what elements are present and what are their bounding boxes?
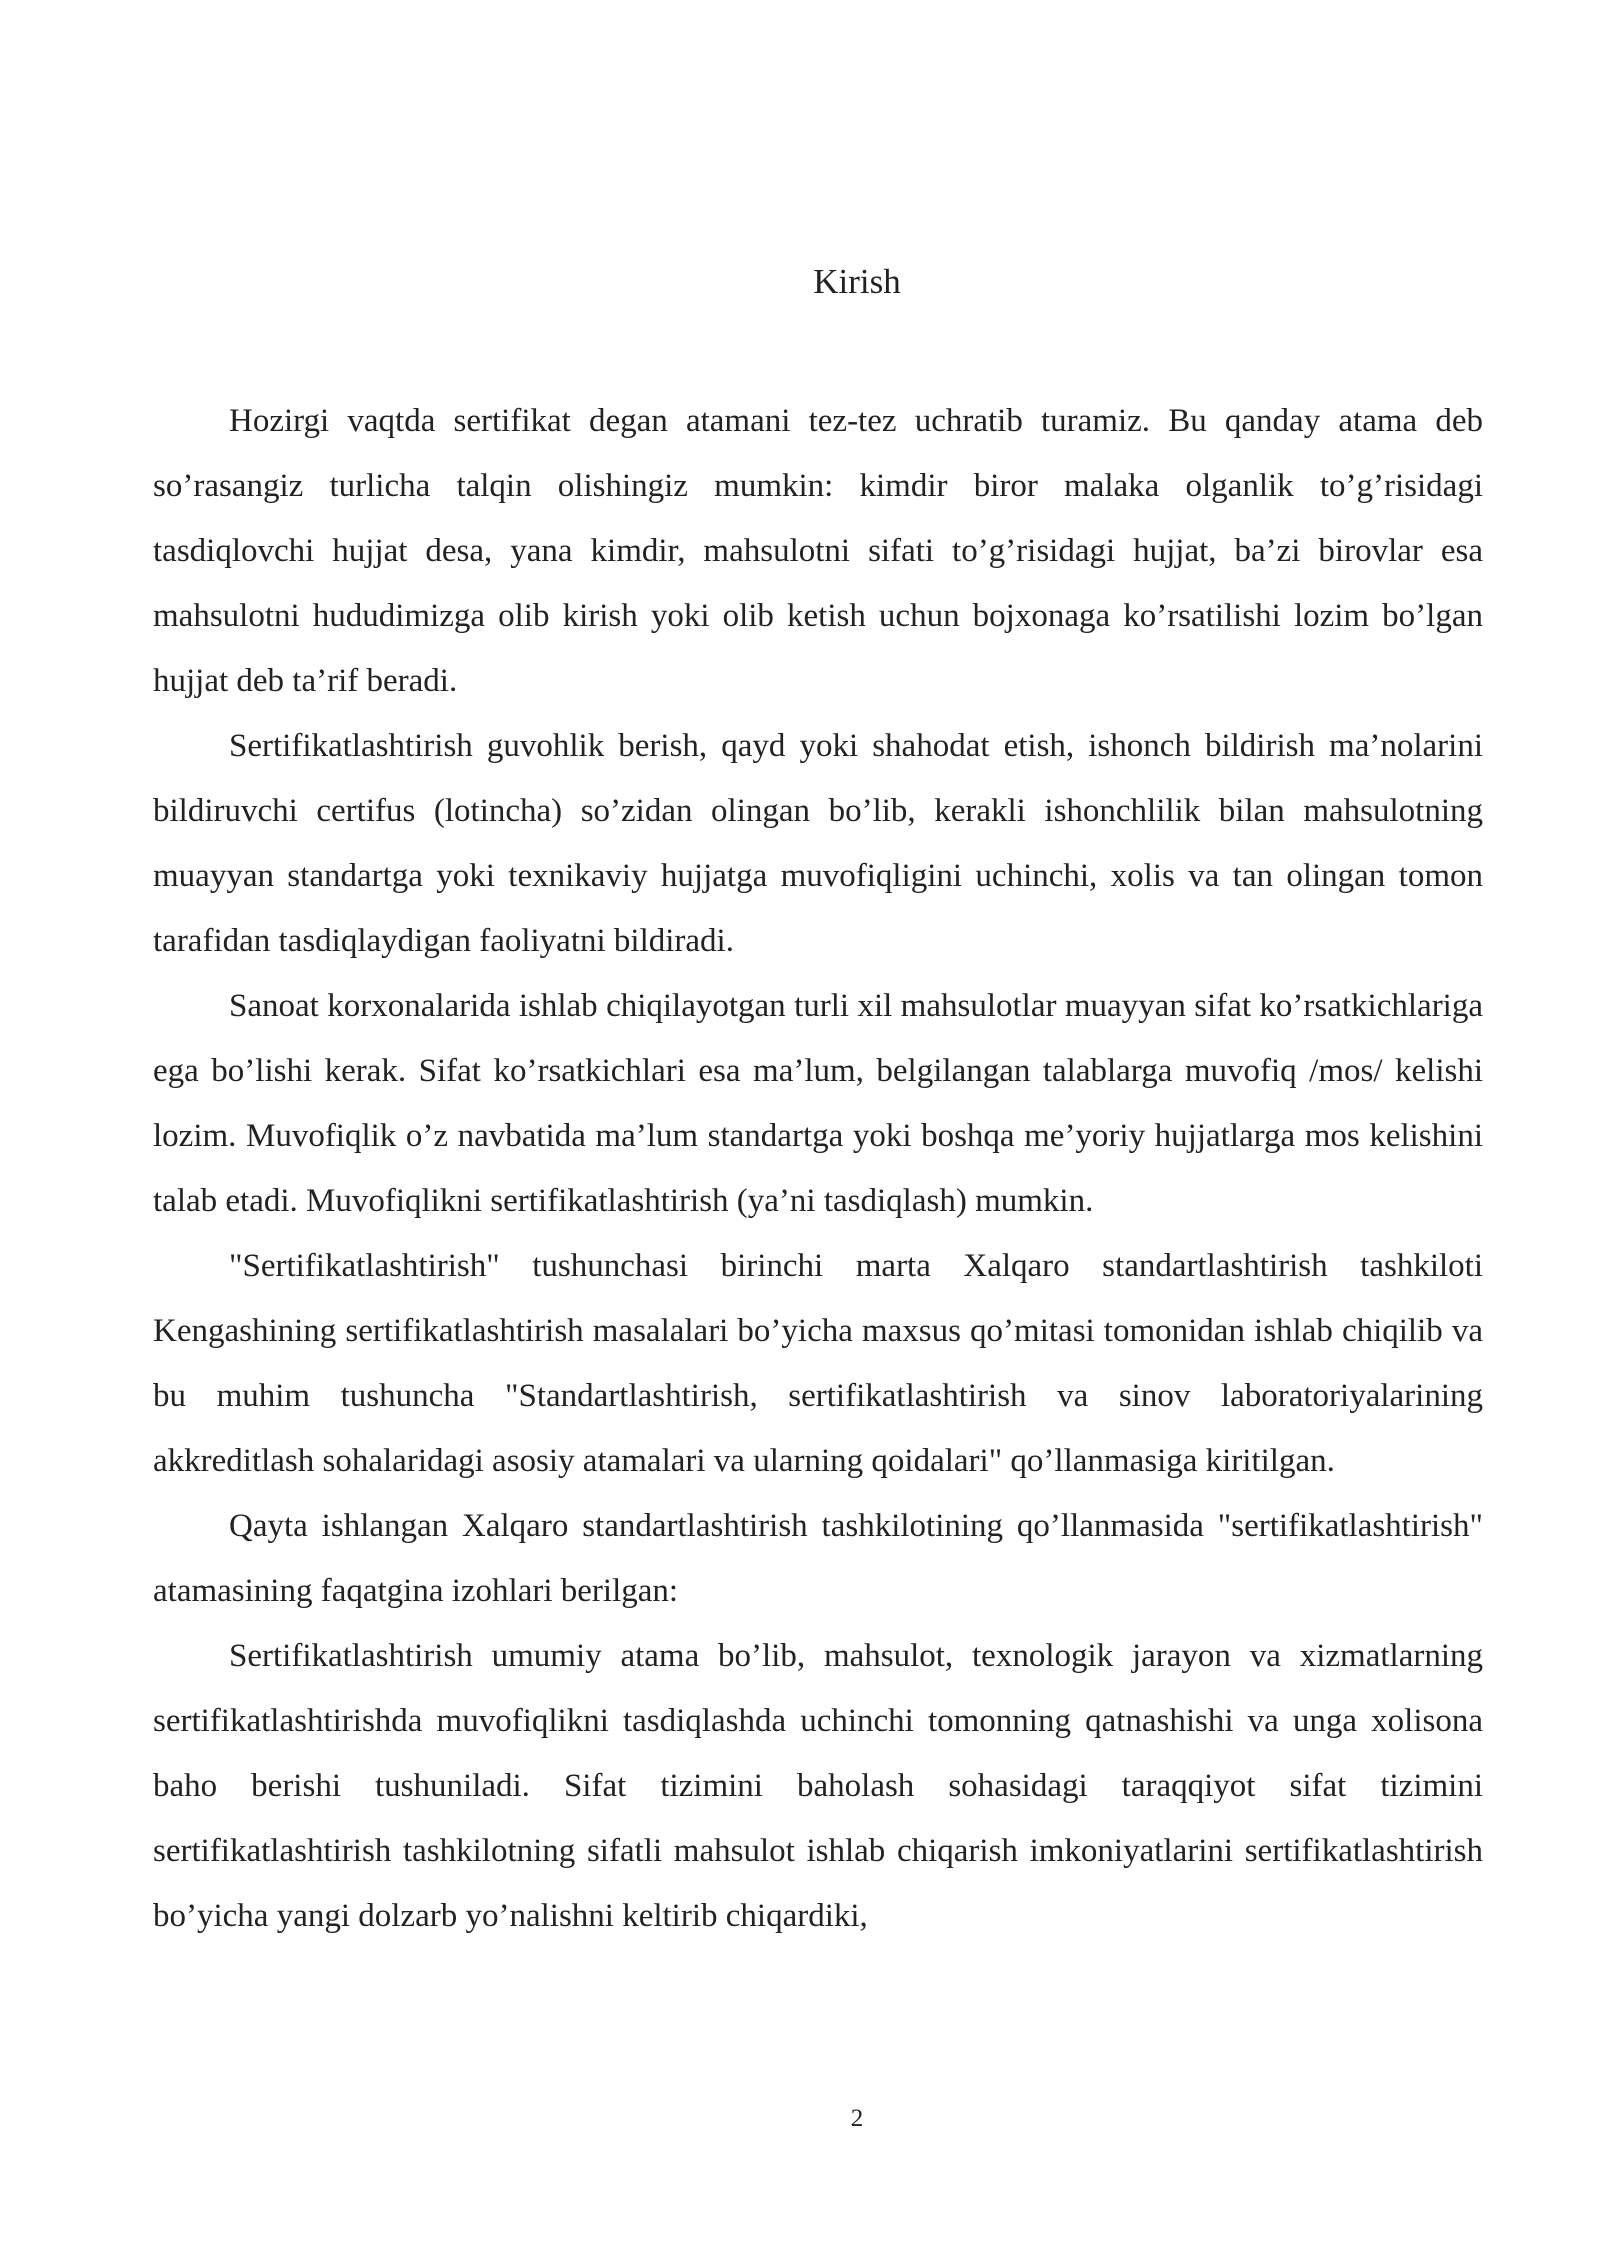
page-title: Kirish: [813, 262, 901, 301]
page-number: 2: [850, 2105, 864, 2132]
paragraph: Qayta ishlangan Xalqaro standartlashtirish tashkilotining qo’llanmasida "sertifikatlashtirish" atamasining faqatgina izohlari berilgan:: [153, 1508, 1483, 1609]
paragraph: Sanoat korxonalarida ishlab chiqilayotgan turli xil mahsulotlar muayyan sifat ko’rsatkichlariga ega bo’lishi kerak. Sifat ko’rsatkichlari esa ma’lum, belgilangan talablarga muvofiq /mos/ kelishi lozim. Muvofiqlik o’z navbatida ma’lum standartga yoki boshqa me’yoriy hujjatlarga mos kelishini talab etadi. Muvofiqlikni sertifikatlashtirish (ya’ni tasdiqlash) mumkin.: [153, 988, 1483, 1219]
body-text: [153, 389, 1483, 1949]
paragraph: Hozirgi vaqtda sertifikat degan atamani tez-tez uchratib turamiz. Bu qanday atama deb so’rasangiz turlicha talqin olishingiz mumkin: kimdir biror malaka olganlik to’g’risidagi tasdiqlovchi hujjat desa, yana kimdir, mahsulotni sifati to’g’risidagi hujjat, ba’zi birovlar esa mahsulotni hududimizga olib kirish yoki olib ketish uchun bojxonaga ko’rsatilishi lozim bo’lgan hujjat deb ta’rif beradi.: [153, 403, 1483, 699]
paragraph: "Sertifikatlashtirish" tushunchasi birinchi marta Xalqaro standartlashtirish tashkiloti Kengashining sertifikatlashtirish masalalari bo’yicha maxsus qo’mitasi tomonidan ishlab chiqilib va bu muhim tushuncha "Standartlashtirish, sertifikatlashtirish va sinov laboratoriyalarining akkreditlash sohalaridagi asosiy atamalari va ularning qoidalari" qo’llanmasiga kiritilgan.: [153, 1248, 1483, 1479]
paragraph: Sertifikatlashtirish guvohlik berish, qayd yoki shahodat etish, ishonch bildirish ma’nolarini bildiruvchi certifus (lotincha) so’zidan olingan bo’lib, kerakli ishonchlilik bilan mahsulotning muayyan standartga yoki texnikaviy hujjatga muvofiqligini uchinchi, xolis va tan olingan tomon tarafidan tasdiqlaydigan faoliyatni bildiradi.: [153, 728, 1483, 959]
paragraph: Sertifikatlashtirish umumiy atama bo’lib, mahsulot, texnologik jarayon va xizmatlarning sertifikatlashtirishda muvofiqlikni tasdiqlashda uchinchi tomonning qatnashishi va unga xolisona baho berishi tushuniladi. Sifat tizimini baholash sohasidagi taraqqiyot sifat tizimini sertifikatlashtirish tashkilotning sifatli mahsulot ishlab chiqarish imkoniyatlarini sertifikatlashtirish bo’yicha yangi dolzarb yo’nalishni keltirib chiqardiki,: [153, 1638, 1483, 1934]
